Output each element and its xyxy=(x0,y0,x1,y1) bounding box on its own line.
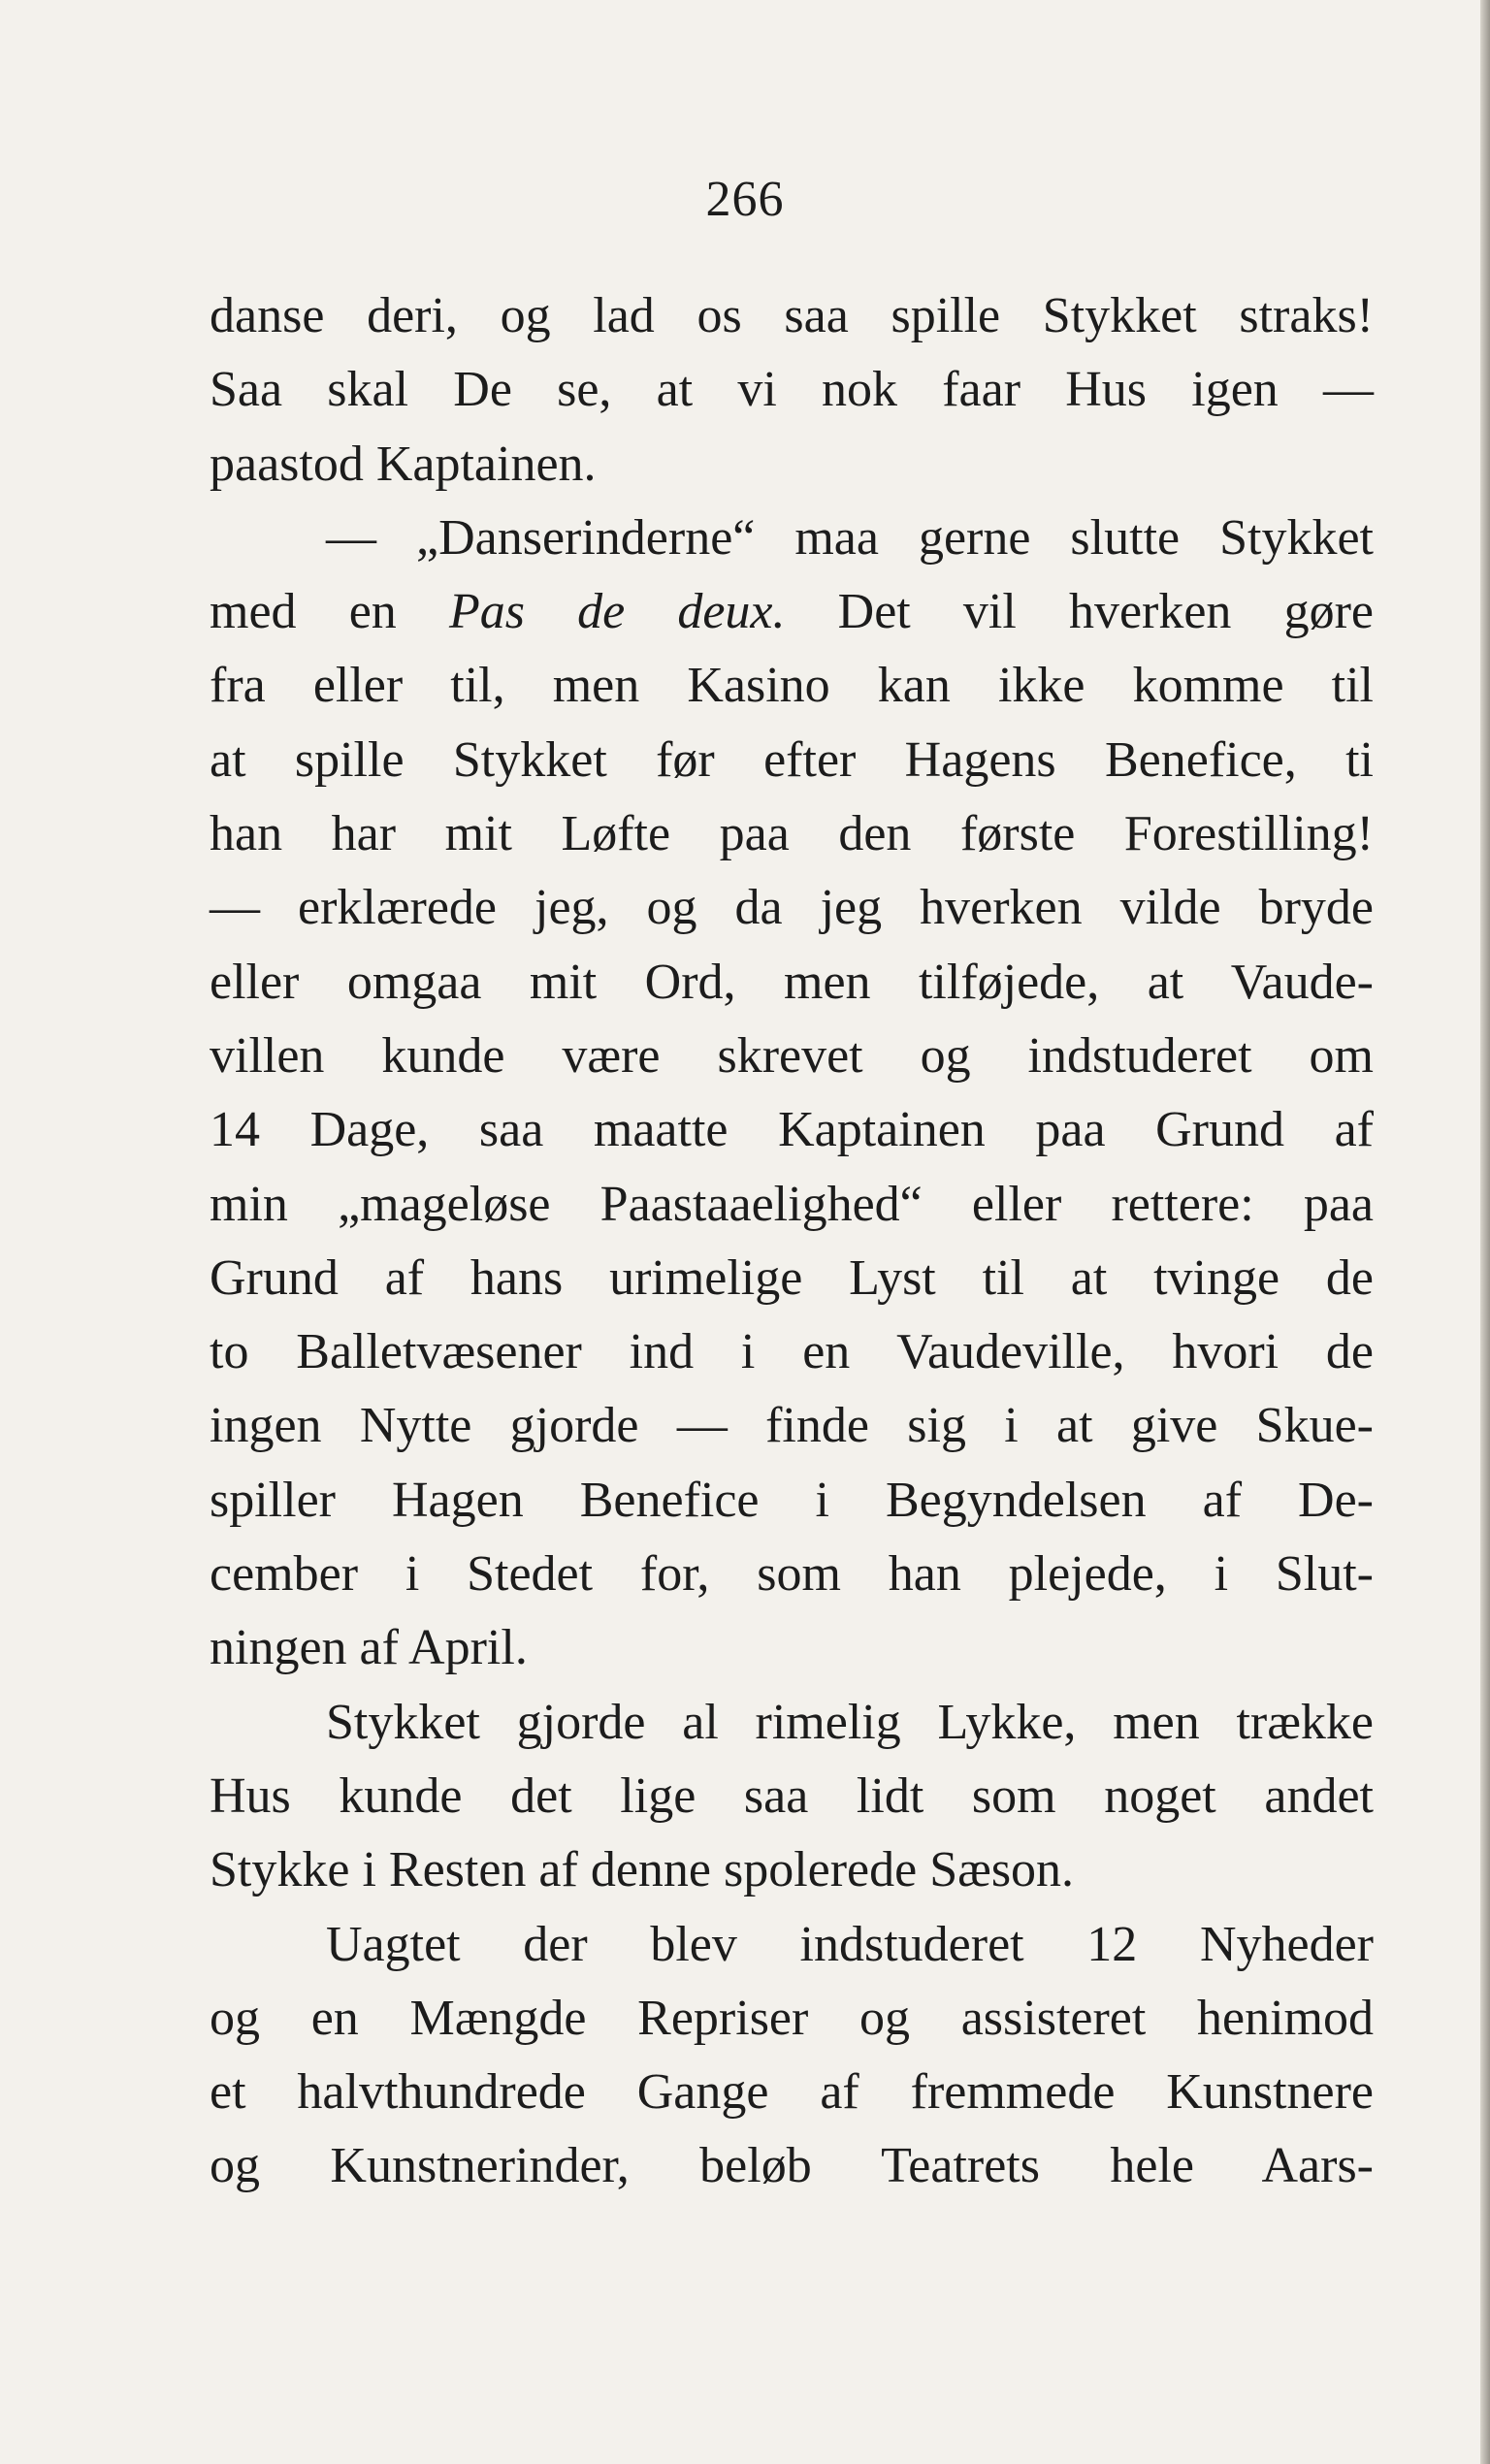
text-line: at spille Stykket før efter Hagens Benefice, ti xyxy=(210,731,1374,788)
text-line: spiller Hagen Benefice i Begyndelsen af De- xyxy=(210,1472,1374,1528)
page-edge-shadow xyxy=(1480,0,1490,2464)
text-line: danse deri, og lad os saa spille Stykket straks! xyxy=(210,288,1374,343)
text-line-with-italic xyxy=(210,575,1374,649)
text-line: paastod Kaptainen. xyxy=(210,436,597,492)
text-segment: med en xyxy=(210,584,449,640)
text-segment: Det vil hverken gøre xyxy=(785,584,1374,640)
text-line: et halvthundrede Gange af fremmede Kunstnere xyxy=(210,2064,1374,2121)
text-line: — erklærede jeg, og da jeg hverken vilde bryde xyxy=(210,880,1374,936)
text-line: Saa skal De se, at vi nok faar Hus igen — xyxy=(210,362,1374,418)
text-line: Stykket gjorde al rimelig Lykke, men trække xyxy=(326,1694,1374,1750)
text-line: ningen af April. xyxy=(210,1620,528,1676)
text-line: Hus kunde det lige saa lidt som noget andet xyxy=(210,1767,1374,1824)
text-line: Uagtet der blev indstuderet 12 Nyheder xyxy=(326,1916,1374,1972)
text-line: ingen Nytte gjorde — finde sig i at give Skue- xyxy=(210,1398,1374,1454)
text-line: Grund af hans urimelige Lyst til at tvinge de xyxy=(210,1249,1374,1306)
text-line: og Kunstnerinder, beløb Teatrets hele Aars- xyxy=(210,2138,1374,2194)
text-line: to Balletvæsener ind i en Vaudeville, hvori de xyxy=(210,1324,1374,1380)
text-line: cember i Stedet for, som han plejede, i Slut- xyxy=(210,1546,1374,1603)
italic-title: Pas de deux. xyxy=(448,584,786,640)
text-line: Stykke i Resten af denne spolerede Sæson. xyxy=(210,1842,1075,1898)
text-line: og en Mængde Repriser og assisteret henimod xyxy=(210,1990,1374,2046)
text-line: 14 Dage, saa maatte Kaptainen paa Grund af xyxy=(210,1102,1374,1158)
body-text xyxy=(210,279,1374,2204)
text-line: villen kunde være skrevet og indstuderet om xyxy=(210,1027,1374,1084)
page-number: 266 xyxy=(705,172,785,227)
text-line: han har mit Løfte paa den første Forestilling! xyxy=(210,806,1374,862)
text-line: min „mageløse Paastaaelighed“ eller rettere: paa xyxy=(210,1176,1374,1232)
text-line: eller omgaa mit Ord, men tilføjede, at Vaude- xyxy=(210,954,1374,1010)
text-line: — „Danserinderne“ maa gerne slutte Stykket xyxy=(326,509,1374,566)
text-line: fra eller til, men Kasino kan ikke komme til xyxy=(210,658,1374,714)
